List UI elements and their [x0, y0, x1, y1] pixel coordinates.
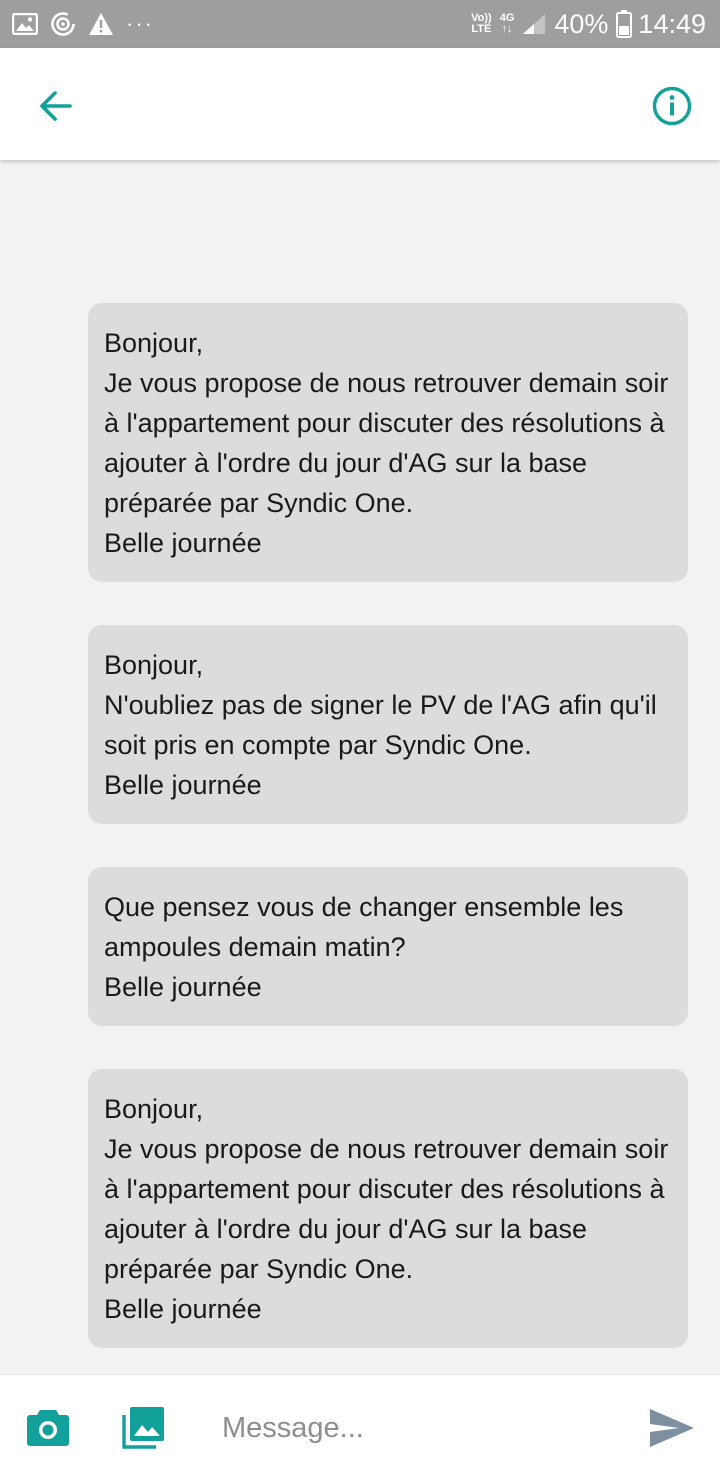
send-icon: [648, 1407, 696, 1449]
gallery-icon: [122, 1405, 166, 1449]
back-button[interactable]: [34, 84, 78, 128]
network-type: [500, 13, 515, 35]
image-icon: [12, 13, 38, 35]
battery-icon: [616, 10, 632, 38]
warning-icon: [88, 12, 114, 36]
camera-icon: [26, 1407, 70, 1447]
message-bubble: Bonjour, N'oubliez pas de signer le PV de l'AG afin qu'il soit pris en compte par Syndic One. Belle journée: [88, 625, 688, 824]
message-bubble: Bonjour, Je vous propose de nous retrouver demain soir à l'appartement pour discuter des résolutions à ajouter à l'ordre du jour d'AG sur la base préparée par Syndic One. Belle journée: [88, 303, 688, 582]
info-icon: [650, 84, 694, 128]
data-arrows-icon: ↑↓: [501, 23, 513, 35]
sync-icon: [50, 11, 76, 37]
message-list[interactable]: [0, 160, 720, 1374]
info-button[interactable]: [650, 84, 694, 128]
lte-label: LTE: [471, 23, 492, 35]
app-bar: [0, 48, 720, 160]
gallery-button[interactable]: [122, 1405, 166, 1449]
message-bubble: Bonjour, Je vous propose de nous retrouver demain soir à l'appartement pour discuter des résolutions à ajouter à l'ordre du jour d'AG sur la base préparée par Syndic One. Belle journée: [88, 1069, 688, 1348]
send-button[interactable]: [648, 1407, 696, 1449]
message-bubble: Que pensez vous de changer ensemble les ampoules demain matin? Belle journée: [88, 867, 688, 1026]
volte-indicator: [471, 13, 492, 35]
network-type-label: 4G: [499, 12, 515, 24]
arrow-back-icon: [34, 84, 78, 128]
message-input[interactable]: [222, 1405, 622, 1451]
overflow-dots: ···: [126, 11, 154, 36]
volte-label: Vo)): [471, 12, 492, 24]
system-indicators: [463, 9, 706, 40]
message-composer: [0, 1374, 720, 1480]
status-bar: [0, 0, 720, 48]
signal-icon: [522, 13, 546, 35]
camera-button[interactable]: [26, 1407, 70, 1447]
notification-icons: [12, 11, 166, 37]
clock: 14:49: [638, 8, 706, 39]
battery-percent: 40%: [554, 8, 609, 39]
